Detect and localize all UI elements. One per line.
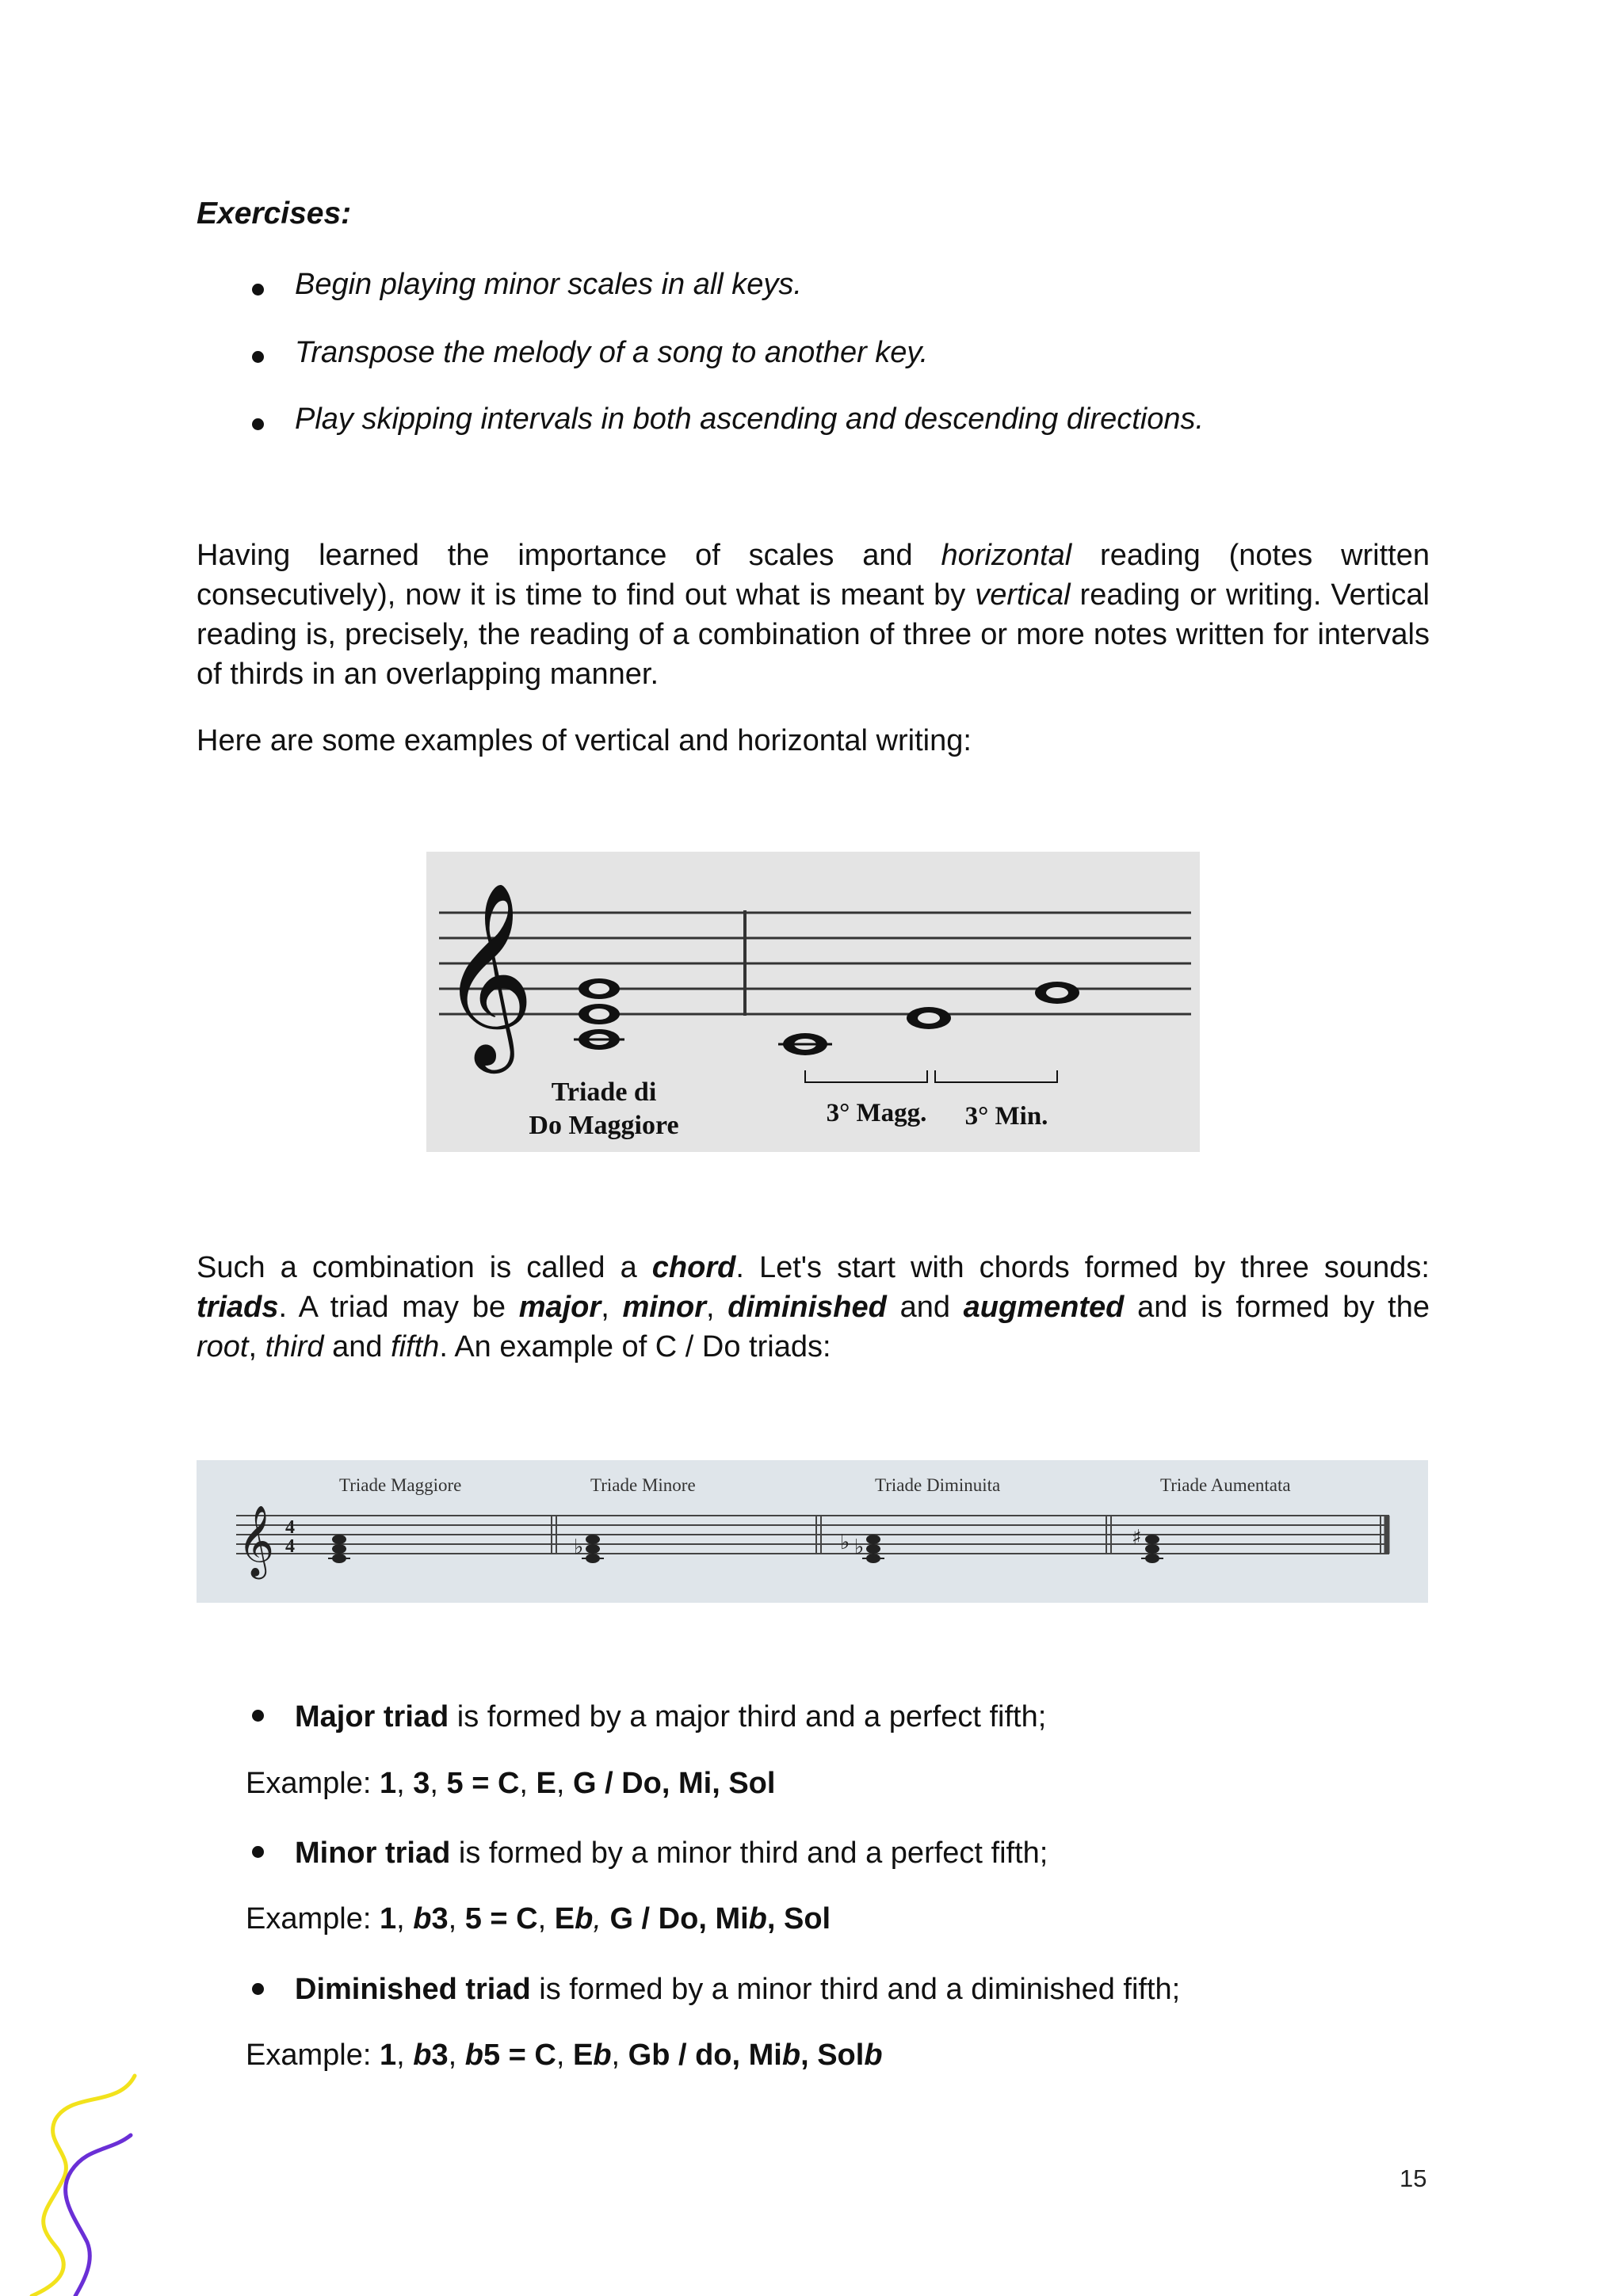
minor-triad-item: Minor triad is formed by a minor third and a perfect fifth; — [295, 1836, 1048, 1870]
bullet-icon — [252, 284, 264, 296]
label-diminished-triad: Triade Diminuita — [875, 1475, 1001, 1495]
example-part: b — [464, 2039, 483, 2072]
svg-text:4: 4 — [285, 1517, 295, 1538]
bullet-icon — [252, 1983, 264, 1995]
figure-triad-vs-intervals — [426, 852, 1200, 1152]
interval-minor-third: 3° Min. — [964, 1102, 1048, 1131]
example-part: 1 — [379, 2039, 397, 2072]
example-part: Gb / do, Mi — [628, 2039, 782, 2072]
examples-intro: Here are some examples of vertical and horizontal writing: — [197, 724, 972, 757]
treble-clef-icon: 𝄞 — [441, 881, 535, 1066]
example-part: , — [556, 2039, 573, 2072]
example-part: b — [413, 1902, 432, 1936]
example-part: 3 — [431, 2039, 449, 2072]
example-part: 5 = C — [483, 2039, 556, 2072]
example-part: b — [593, 2039, 612, 2072]
bullet-icon — [252, 418, 264, 430]
svg-text:4: 4 — [285, 1536, 295, 1557]
example-part: G / Do, Mi — [609, 1902, 749, 1936]
example-part: , — [396, 1767, 414, 1800]
example-part: b — [781, 2039, 801, 2072]
staff-figure-2 — [197, 1460, 1428, 1603]
treble-clef-icon: 𝄞 — [238, 1505, 275, 1577]
example-part: , Sol — [766, 1902, 831, 1936]
flat-icon: ♭ — [854, 1535, 865, 1559]
bullet-icon — [252, 1846, 264, 1858]
example-part: 3 — [413, 1767, 430, 1800]
example-part: b — [864, 2039, 883, 2072]
example-part: b — [575, 1902, 594, 1936]
exercise-item-1: Begin playing minor scales in all keys. — [295, 268, 802, 301]
example-part: b — [748, 1902, 767, 1936]
example-part: , — [556, 1767, 573, 1800]
example-part: E — [554, 1902, 575, 1936]
intro-paragraph: Having learned the importance of scales and horizontal reading (notes written consecutively), now it is time to find out what is meant by vertical reading or writing. Vertical reading is, precisely, the reading of a combination of three or more notes written for intervals of thirds in an overlapping manner. — [197, 539, 1430, 691]
bullet-icon — [252, 351, 264, 363]
flat-icon: ♭ — [840, 1531, 850, 1554]
exercise-item-2: Transpose the melody of a song to another key. — [295, 336, 929, 369]
bullet-icon — [252, 1710, 264, 1722]
example-part: 1 — [379, 1767, 397, 1800]
example-part: 5 = C — [464, 1902, 538, 1936]
triad-label-line2: Do Maggiore — [529, 1111, 679, 1140]
diminished-triad-item: Diminished triad is formed by a minor third and a diminished fifth; — [295, 1973, 1181, 2006]
figure-c-triads — [197, 1460, 1428, 1603]
example-part: , — [448, 2039, 465, 2072]
label-augmented-triad: Triade Aumentata — [1160, 1475, 1291, 1495]
label-minor-triad: Triade Minore — [590, 1475, 696, 1495]
example-part: , — [448, 1902, 465, 1936]
staff-figure-1 — [426, 852, 1200, 1152]
example-part: E — [572, 2039, 594, 2072]
flat-icon: ♭ — [574, 1535, 584, 1559]
example-part: , — [396, 1902, 414, 1936]
major-triad-item: Major triad is formed by a major third and a perfect fifth; — [295, 1700, 1047, 1733]
minor-triad-example: Example: 1, b3, 5 = C, Eb, G / Do, Mib, Sol — [246, 1902, 831, 1936]
major-triad-example: Example: 1, 3, 5 = C, E, G / Do, Mi, Sol — [246, 1767, 776, 1800]
example-part: , — [519, 1767, 537, 1800]
page-number: 15 — [1400, 2164, 1427, 2192]
exercise-item-3: Play skipping intervals in both ascending and descending directions. — [295, 402, 1205, 436]
example-part: , — [430, 1767, 447, 1800]
sharp-icon: ♯ — [1132, 1526, 1142, 1550]
diminished-triad-example: Example: 1, b3, b5 = C, Eb, Gb / do, Mib, Solb — [246, 2039, 883, 2072]
exercises-heading: Exercises: — [197, 196, 352, 231]
example-part: , — [593, 1902, 610, 1936]
example-part: G / Do, Mi, Sol — [573, 1767, 776, 1800]
interval-major-third: 3° Magg. — [826, 1099, 927, 1127]
label-major-triad: Triade Maggiore — [339, 1475, 462, 1495]
example-part: , Sol — [800, 2039, 865, 2072]
decorative-squiggle-icon — [0, 2060, 158, 2296]
chord-paragraph: Such a combination is called a chord. Let's start with chords formed by three sounds: triads. A triad may be major, minor, diminished and augmented and is formed by the root, third and fifth. An example of C / Do triads: — [197, 1251, 1430, 1363]
example-part: , — [537, 1902, 555, 1936]
example-part: b — [413, 2039, 432, 2072]
example-part: 1 — [379, 1902, 397, 1936]
example-part: , — [611, 2039, 628, 2072]
triad-label-line1: Triade di — [551, 1077, 657, 1107]
example-part: E — [536, 1767, 556, 1800]
example-part: 3 — [431, 1902, 449, 1936]
example-part: , — [396, 2039, 414, 2072]
example-part: 5 = C — [446, 1767, 520, 1800]
